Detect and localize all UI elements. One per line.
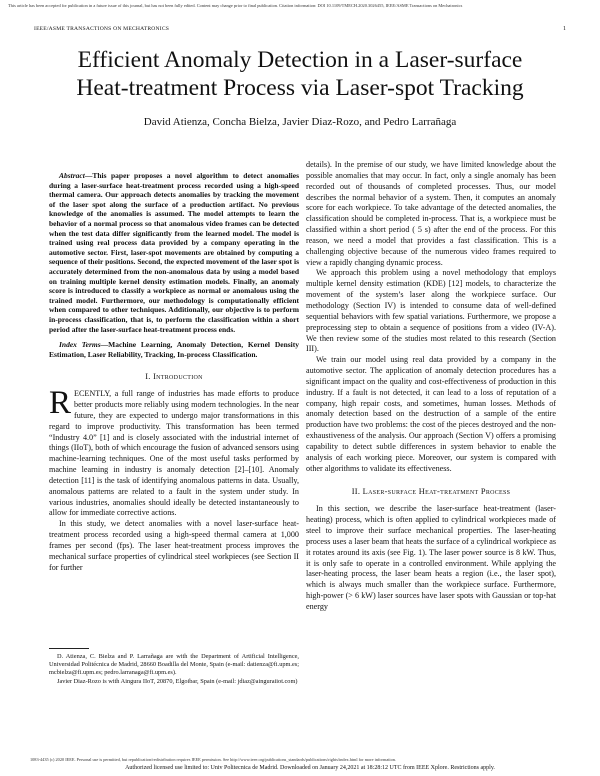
author-list: David Atienza, Concha Bielza, Javier Diaz-Rozo, and Pedro Larrañaga	[143, 116, 457, 128]
abstract-label: Abstract	[59, 171, 85, 180]
index-terms-text: —Machine Learning, Anomaly Detection, Kernel Density Estimation, Laser Reliability, Tracking, In-process Classification.	[49, 340, 299, 359]
intro-paragraph-1	[49, 385, 299, 519]
title-line-1: Efficient Anomaly Detection in a Laser-surface	[77, 47, 523, 73]
section2-paragraph-1: In this section, we describe the laser-surface heat-treatment (laser-heating) process, which is often applied to cylindrical workpieces made of steel to improve their surface mechanical properties. The laser-heating process uses a laser beam that heats the surface of a cylindrical workpiece as it rotates around its axis (see Fig. 1). The laser power source is 8 kW. Thus, it is only safe to operate in a controlled environment. While applying the laser-heating process, the laser beam heats a region (i.e., the laser spot), which is always much smaller than the workpiece surface. Furthermore, high-power (> 6 kW) laser sources have laser spots with Gaussian or top-hat energy	[306, 504, 556, 611]
intro-paragraph-1-text: ECENTLY, a full range of industries has made efforts to produce better products more reliably using modern technologies. In the near future, they are expected to undergo major transformations in this regard to improve productivity. This transformation has been termed “Industry 4.0” [1] and is closely associated with the industrial internet of things (IIoT), both of which encourage the fusion of advanced sensors using machine-learning techniques. One of the most useful tasks performed by machine learning in industry is anomaly detection [2]–[10]. Anomaly detection [11] is the task of identifying anomalous patterns in data. Usually, anomalous patterns are related to a fault in the system under study. In various industries, anomalies should ideally be detected instantaneously to allow for immediate corrective actions.	[49, 389, 299, 518]
title-line-2: Heat-treatment Process via Laser-spot Tracking	[76, 75, 524, 101]
index-terms	[49, 340, 299, 359]
index-terms-label: Index Terms	[59, 340, 101, 350]
footnote-affiliation-2: Javier Diaz-Rozo is with Aingura IIoT, 20870, Elgoibar, Spain (e-mail: jdiaz@ainguraiiot.com)	[57, 678, 298, 685]
drop-cap: R	[49, 385, 72, 422]
page-number: 1	[563, 26, 566, 32]
license-notice: 1083-4435 (c) 2020 IEEE. Personal use is permitted, but republication/redistribution requires IEEE permission. See http://www.ieee.org/publications_standards/publications/rights/index.html for more information.	[30, 757, 396, 762]
publication-notice: This article has been accepted for publication in a future issue of this journal, but has not been fully edited. Content may change prior to final publication. Citation information: DOI 10.1109/TMECH.2020.3026455, IEEE/ASME Transactions on Mechatronics	[8, 3, 463, 8]
section-heading-process: II. Laser-surface Heat-treatment Process	[351, 487, 511, 497]
left-column	[49, 171, 299, 573]
paper-title	[40, 46, 560, 102]
right-column	[306, 160, 556, 613]
intro-paragraph-2: In this study, we detect anomalies with a novel laser-surface heat-treatment process recorded using a high-speed thermal camera at 1,000 frames per second (fps). The laser heat-treatment process improves the mechanical surface properties of cylindrical steel workpieces (see Section II for further	[49, 519, 299, 572]
access-notice: Authorized licensed use limited to: Univ Politecnica de Madrid. Downloaded on January 24,2021 at 18:28:12 UTC from IEEE Xplore. Restrictions apply.	[125, 765, 495, 771]
right-paragraph-1: details). In the premise of our study, we have limited knowledge about the possible anomalies that may occur. In fact, only a single anomaly has been recorded out of thousands of completed processes. Thus, our model describes the normal behavior of a system. Then, it computes an anomaly score for each workpiece. To take advantage of the detected anomalies, the classification should be completed in-process. That is, a workpiece must be classified within a short period ( 5 s) after the end of the process. For this reason, we need a model that provides a fast classification. This is a challenging objective because of the numerous video frames required to view a rapidly changing dynamic process.	[306, 160, 556, 267]
abstract-text: —This paper proposes a novel algorithm to detect anomalies during a laser-surface heat-treatment process recorded using a high-speed thermal camera. Our approach detects anomalies by tracking the movement of the laser spot along the surface of a production artifact. No previous knowledge of the anomalies is assumed. The model attempts to learn the behavior of a normal process so that anomalous video frames can be detected when the test data differ significantly from the learned model. The model is trained using real process data provided by a company operating in the automotive sector. First, laser-spot movements are obtained by computing a sequence of their positions. Second, the expected movement of the laser spot is accurately determined from the non-anomalous data by using a model based on training multiple kernel density estimation models. Finally, an anomaly score is introduced to classify a workpiece as normal or anomalous using the trained model. Furthermore, our methodology is computationally efficient when compared to other techniques. Additionally, our objective is to perform in-process classification, that is, to perform the classification within a short period after the laser-surface heat-treatment process ends.	[49, 171, 299, 334]
journal-header: IEEE/ASME TRANSACTIONS ON MECHATRONICS	[34, 26, 170, 32]
right-paragraph-2: We approach this problem using a novel methodology that employs multiple kernel density estimation (KDE) [12] models, to characterize the movement of the system’s laser along the workpiece surface. Our methodology (Section IV) is intended to consume data of well-defined sequential behaviors with few spatial variations. Furthermore, we propose a preprocessing step to obtain a sequence of positions from a video (IV-A). We then review some of the studies most related to this research (Section III).	[306, 268, 556, 354]
abstract	[49, 171, 299, 334]
section-heading-introduction: I. Introduction	[145, 372, 203, 382]
footnote-rule	[49, 648, 89, 649]
author-footnotes	[49, 653, 299, 687]
right-paragraph-3: We train our model using real data provided by a company in the automotive sector. The application of anomaly detection procedures has a significant impact on the quality and cost-effectiveness of production in this industry. If a fault is not detected, it can lead to a loss of reputation of a company, high repair costs, and sometimes, human losses. Methods of anomaly detection based on the destruction of a sample of the entire production have two problems: the cost of the pieces destroyed and the non-exhaustiveness of the analysis. Our approach (Section V) offers a promising capability to detect subtle differences in system behavior to enable the analysis of each working piece. Moreover, our system is compared with other algorithms to validate its effectiveness.	[306, 355, 556, 473]
footnote-affiliation-1: D. Atienza, C. Bielza and P. Larrañaga are with the Department of Artificial Intelligence, Universidad Politécnica de Madrid, 28660 Boadilla del Monte, Spain (e-mail: datienza@fi.upm.es; mcbielza@fi.upm.es; pedro.larranaga@fi.upm.es).	[49, 653, 299, 676]
